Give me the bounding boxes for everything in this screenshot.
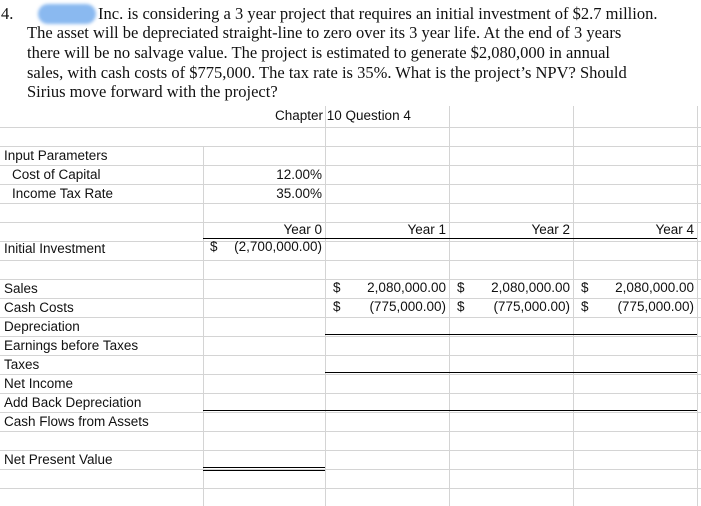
net-income-label: Net Income	[4, 376, 74, 391]
grid-row-line	[0, 374, 701, 375]
grid-row-line	[0, 165, 701, 166]
sales-year-1[interactable]: 2,080,000.00	[367, 280, 446, 295]
problem-line-5: Sirius move forward with the project?	[27, 82, 278, 101]
currency-symbol: $	[457, 280, 465, 295]
npv-double-border-top	[203, 467, 325, 468]
problem-number: 4.	[1, 4, 14, 23]
year-2-header: Year 2	[531, 222, 570, 237]
problem-line-1: Inc. is considering a 3 year project that requires an initial investment of $2.7 million.	[98, 4, 658, 23]
cash-costs-year-4[interactable]: (775,000.00)	[617, 299, 694, 314]
problem-line-2: The asset will be depreciated straight-line to zero over its 3 year life. At the end of 3 years	[27, 23, 622, 42]
spreadsheet	[0, 106, 701, 506]
grid-col-line	[697, 106, 698, 506]
sales-year-4[interactable]: 2,080,000.00	[615, 280, 694, 295]
cash-flow-border	[203, 410, 697, 411]
sheet-title: Chapter 10 Question 4	[275, 108, 411, 123]
initial-investment-value[interactable]: (2,700,000.00)	[234, 239, 322, 254]
problem-line-4: sales, with cash costs of $775,000. The tax rate is 35%. What is the project’s NPV? Should	[27, 63, 627, 82]
grid-row-line	[0, 127, 701, 128]
net-present-value-label: Net Present Value	[4, 452, 113, 467]
grid-col-line	[325, 106, 326, 506]
subtotal-border	[325, 334, 697, 335]
currency-symbol: $	[581, 299, 589, 314]
problem-statement	[0, 0, 701, 106]
grid-row-line	[0, 355, 701, 356]
year-1-header: Year 1	[407, 222, 446, 237]
income-tax-rate-label: Income Tax Rate	[12, 186, 114, 201]
currency-symbol: $	[457, 299, 465, 314]
cost-of-capital-label: Cost of Capital	[12, 167, 101, 182]
grid-row-line	[0, 431, 701, 432]
sales-year-2[interactable]: 2,080,000.00	[491, 280, 570, 295]
cash-flows-from-assets-label: Cash Flows from Assets	[4, 414, 149, 429]
currency-symbol: $	[333, 299, 341, 314]
earnings-before-taxes-label: Earnings before Taxes	[4, 338, 139, 353]
grid-row-line	[0, 488, 701, 489]
add-back-depreciation-label: Add Back Depreciation	[4, 395, 142, 410]
npv-double-border-bottom	[203, 470, 325, 471]
grid-row-line	[0, 260, 701, 261]
cost-of-capital-value[interactable]: 12.00%	[276, 167, 322, 182]
initial-investment-label: Initial Investment	[4, 241, 106, 256]
currency-symbol: $	[333, 280, 341, 295]
cash-costs-year-1[interactable]: (775,000.00)	[369, 299, 446, 314]
grid-col-line	[449, 106, 450, 506]
currency-symbol: $	[581, 280, 589, 295]
cash-costs-label: Cash Costs	[4, 300, 74, 315]
sales-label: Sales	[4, 281, 38, 296]
redacted-company-name	[38, 4, 96, 24]
grid-row-line	[0, 317, 701, 318]
input-parameters-header: Input Parameters	[4, 148, 108, 163]
currency-symbol: $	[210, 239, 218, 254]
income-tax-rate-value[interactable]: 35.00%	[276, 186, 322, 201]
taxes-label: Taxes	[4, 357, 40, 372]
depreciation-label: Depreciation	[4, 319, 80, 334]
problem-line-3: there will be no salvage value. The project is estimated to generate $2,080,000 in annual	[27, 43, 610, 62]
subtotal-border	[325, 372, 697, 373]
cash-costs-year-2[interactable]: (775,000.00)	[493, 299, 570, 314]
year-4-header: Year 4	[655, 222, 694, 237]
grid-row-line	[0, 203, 701, 204]
grid-col-line	[573, 106, 574, 506]
grid-row-line	[0, 469, 701, 470]
year-0-header: Year 0	[283, 222, 322, 237]
